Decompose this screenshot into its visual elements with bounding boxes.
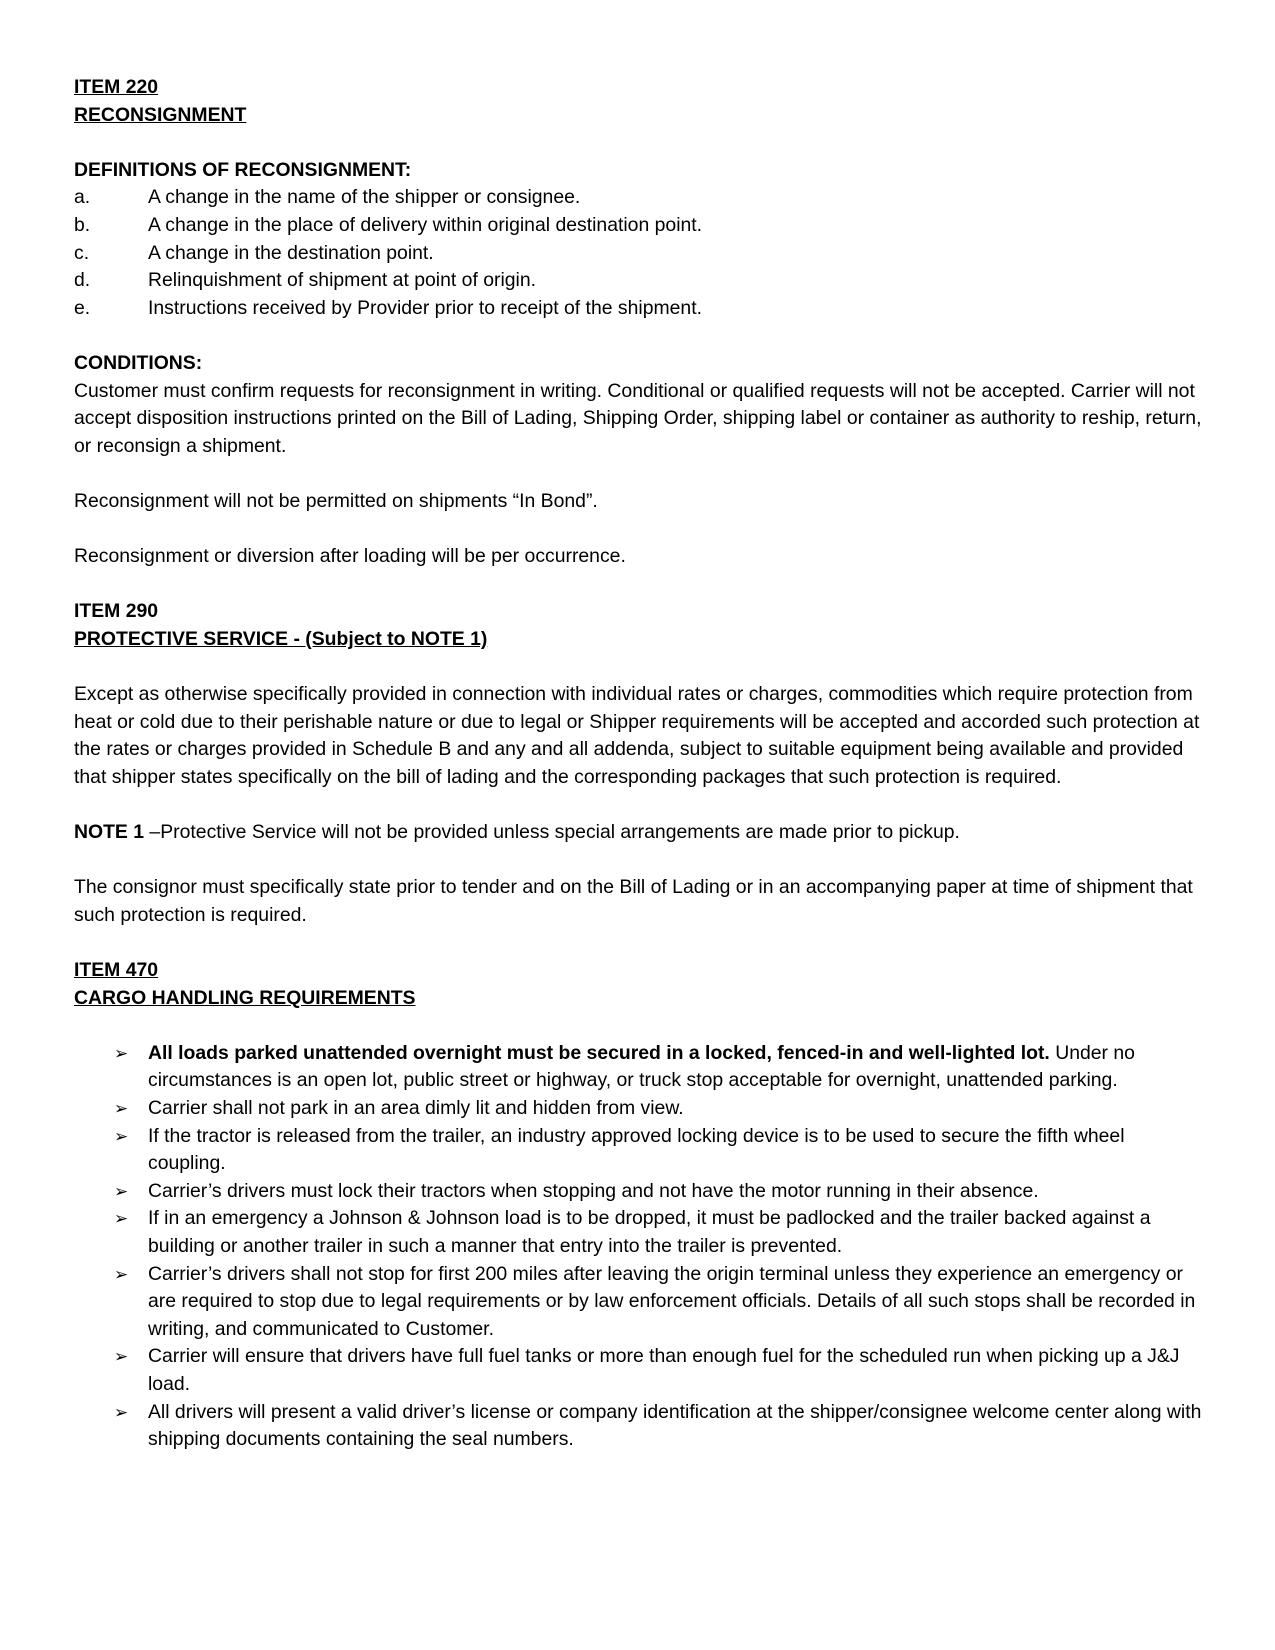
diversion-paragraph: Reconsignment or diversion after loading will be per occurrence. [74, 545, 626, 568]
definition-letter: b. [74, 213, 91, 236]
definition-text: A change in the place of delivery within original destination point. [148, 213, 703, 236]
item-290-title: PROTECTIVE SERVICE - (Subject to NOTE 1) [74, 627, 488, 650]
definition-item [74, 240, 1204, 268]
list-item [114, 1343, 1204, 1398]
bullet-text: Carrier will ensure that drivers have full fuel tanks or more than enough fuel for the scheduled run when picking up a J&J load. [148, 1345, 1180, 1395]
definition-item [74, 295, 1204, 323]
item-220-section [74, 74, 1204, 571]
definition-letter: d. [74, 269, 91, 292]
item-470-title: CARGO HANDLING REQUIREMENTS [74, 986, 416, 1009]
protective-service-paragraph: Except as otherwise specifically provided in connection with individual rates or charges, commodities which require protection from heat or cold due to their perishable nature or due to legal or Shipper requirements will be accepted and accorded such protection at the rates or charges provided in Schedule B and any and all addenda, subject to suitable equipment being available and provided that shipper states specifically on the bill of lading and the corresponding packages that such protection is required. [74, 683, 1200, 788]
note-1-paragraph [74, 819, 1204, 847]
bullet-text [148, 1040, 1204, 1095]
bullet-text: All drivers will present a valid driver’s license or company identification at the shipper/consignee welcome center along with shipping documents containing the seal numbers. [148, 1400, 1202, 1451]
arrow-bullet-icon: ➢ [114, 1264, 129, 1284]
list-item [114, 1261, 1204, 1344]
arrow-bullet-icon: ➢ [114, 1209, 129, 1229]
arrow-bullet-icon: ➢ [114, 1347, 129, 1367]
arrow-bullet-icon: ➢ [114, 1126, 129, 1146]
bullet-text: If in an emergency a Johnson & Johnson load is to be dropped, it must be padlocked and the trailer backed against a building or another trailer in such a manner that entry into the trailer is prevented. [148, 1207, 1151, 1257]
arrow-bullet-icon: ➢ [114, 1043, 129, 1063]
item-220-number: ITEM 220 [74, 76, 159, 98]
bullet-text: Carrier shall not park in an area dimly lit and hidden from view. [148, 1096, 684, 1119]
bullet-text: Carrier’s drivers must lock their tractors when stopping and not have the motor running in their absence. [148, 1179, 1039, 1202]
list-item [114, 1178, 1204, 1206]
definition-text: A change in the name of the shipper or consignee. [148, 186, 581, 209]
consignor-paragraph: The consignor must specifically state prior to tender and on the Bill of Lading or in an accompanying paper at time of shipment that such protection is required. [74, 876, 1193, 926]
definition-text: A change in the destination point. [148, 241, 434, 264]
list-item [114, 1123, 1204, 1178]
definition-letter: e. [74, 296, 91, 319]
definition-text: Instructions received by Provider prior to receipt of the shipment. [148, 296, 702, 319]
document-page [74, 74, 1204, 1454]
definition-item [74, 184, 1204, 212]
item-290-section [74, 598, 1204, 929]
definition-text: Relinquishment of shipment at point of origin. [148, 269, 537, 292]
in-bond-paragraph: Reconsignment will not be permitted on shipments “In Bond”. [74, 489, 598, 512]
definition-letter: c. [74, 241, 90, 264]
bullet-text: Carrier’s drivers shall not stop for first 200 miles after leaving the origin terminal unless they experience an emergency or are required to stop due to legal requirements or by law enforcement officials. Details of all such stops shall be recorded in writing, and communicated to Customer. [148, 1262, 1196, 1340]
definitions-heading: DEFINITIONS OF RECONSIGNMENT: [74, 158, 412, 181]
list-item [114, 1399, 1204, 1454]
item-220-title: RECONSIGNMENT [74, 103, 247, 126]
note-1-label: NOTE 1 [74, 821, 145, 844]
definition-item [74, 267, 1204, 295]
item-290-number: ITEM 290 [74, 600, 159, 623]
list-item [114, 1095, 1204, 1123]
definition-letter: a. [74, 186, 91, 209]
item-470-number: ITEM 470 [74, 959, 159, 981]
item-470-section [74, 957, 1204, 1454]
note-1-text: –Protective Service will not be provided unless special arrangements are made prior to pickup. [144, 821, 960, 844]
arrow-bullet-icon: ➢ [114, 1098, 129, 1118]
definition-item [74, 212, 1204, 240]
list-item [114, 1040, 1204, 1095]
arrow-bullet-icon: ➢ [114, 1402, 129, 1422]
bullet-bold-text: All loads parked unattended overnight must be secured in a locked, fenced-in and well-lighted lot. [148, 1041, 1050, 1064]
bullet-text: If the tractor is released from the trailer, an industry approved locking device is to be used to secure the fifth wheel coupling. [148, 1124, 1125, 1175]
cargo-requirements-list [74, 1040, 1204, 1454]
conditions-paragraph: Customer must confirm requests for reconsignment in writing. Conditional or qualified requests will not be accepted. Carrier will not accept disposition instructions printed on the Bill of Lading, Shipping Order, shipping label or container as authority to reship, return, or reconsign a shipment. [74, 379, 1202, 457]
list-item [114, 1205, 1204, 1260]
arrow-bullet-icon: ➢ [114, 1181, 129, 1201]
conditions-heading: CONDITIONS: [74, 351, 203, 374]
definitions-list [74, 184, 1204, 322]
bullet-body-text: Under no circumstances is an open lot, public street or highway, or truck stop acceptable for overnight, unattended parking. [148, 1041, 1135, 1092]
